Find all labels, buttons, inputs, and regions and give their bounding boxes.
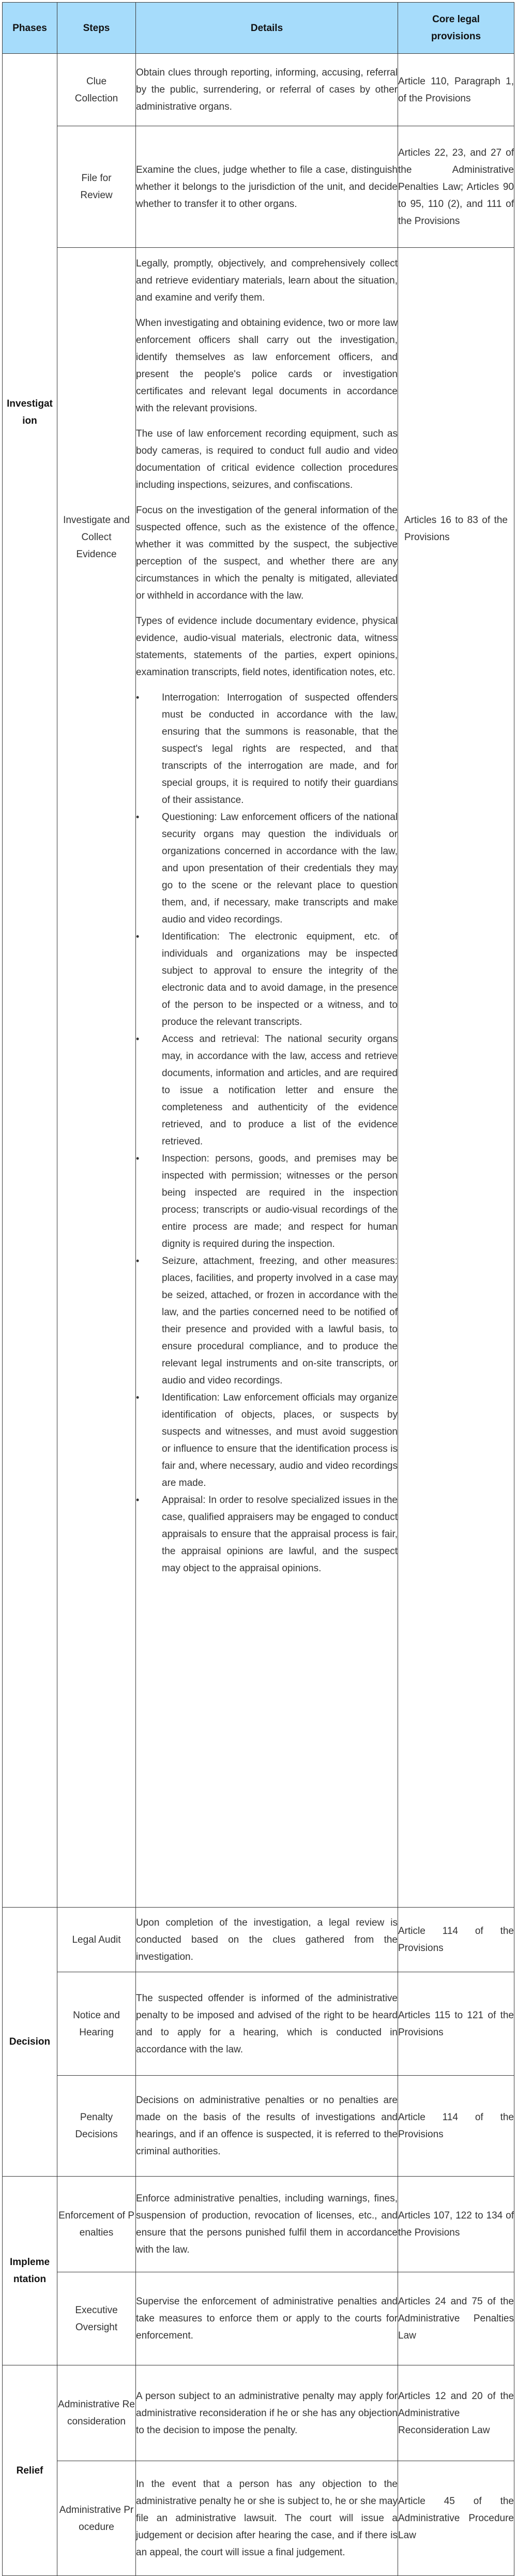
list-item-text: Identification: The electronic equipment, etc. of individuals and organizations may be inspected subject to approval to ensure the integrity of the electronic data and to avoid damage, in the presence of the person to be inspected or a witness, and to produce the relevant transcripts.	[162, 931, 398, 1028]
phase-cell-relief	[3, 2365, 57, 2576]
core-provisions-text: Article 114 of the Provisions	[398, 1926, 514, 1954]
details-text: Decisions on administrative penalties or no penalties are made on the basis of the results of investigations and hearings, and if an offence is suspected, it is referred to the criminal authorities.	[136, 2095, 398, 2157]
header-phases: Phases	[3, 3, 57, 54]
list-item-text: Interrogation: Interrogation of suspected offenders must be conducted in accordance with the law, ensuring that the summons is reasonable, that the suspect's legal rights are respected, and that transcripts of the interrogation are made, and for special groups, it is required to notify their guardians of their assistance.	[162, 692, 398, 806]
core-provisions-text: Article 114 of the Provisions	[398, 2112, 514, 2140]
core-provisions-cell	[398, 54, 514, 126]
step-label: Penalty Decisions	[75, 2112, 118, 2140]
details-paragraph: When investigating and obtaining evidence, two or more law enforcement officers shall carry out the investigation, identify themselves as law enforcement officers, and present the people's police cards or investigation certificates and relevant legal documents in accordance with the relevant provisions.	[136, 318, 398, 414]
step-cell	[57, 2177, 136, 2272]
table-row	[3, 248, 514, 1908]
bullet-icon: •	[136, 812, 140, 822]
core-provisions-text: Articles 107, 122 to 134 of the Provisions	[398, 2210, 514, 2238]
table-row	[3, 2272, 514, 2365]
details-cell	[136, 2272, 398, 2365]
details-paragraph: The use of law enforcement recording equipment, such as body cameras, is required to conduct full audio and video documentation of critical evidence collection procedures including inspections, seizures, and confiscations.	[136, 428, 398, 490]
bullet-icon: •	[136, 1495, 140, 1505]
core-provisions-cell	[398, 1908, 514, 1972]
bullet-icon: •	[136, 931, 140, 942]
step-cell	[57, 2365, 136, 2461]
procedure-table	[2, 2, 514, 2576]
core-provisions-cell	[398, 2177, 514, 2272]
phase-cell-investigation	[3, 54, 57, 1908]
table-row	[3, 2076, 514, 2177]
details-cell	[136, 2177, 398, 2272]
table-row	[3, 54, 514, 126]
evidence-methods-list	[136, 689, 398, 1577]
header-core-legal-provisions	[398, 3, 514, 54]
core-provisions-text: Articles 24 and 75 of the Administrative Penalties Law	[398, 2296, 514, 2341]
list-item-text: Seizure, attachment, freezing, and other measures: places, facilities, and property involved in a case may be seized, attached, or frozen in accordance with the law, and the parties concerned need to be notified of their presence and provided with a lawful basis, to ensure procedural compliance, and to produce the relevant legal instruments and on-site transcripts, or audio and video recordings.	[162, 1256, 398, 1386]
step-label: Investigate and Collect Evidence	[63, 515, 130, 560]
bullet-icon: •	[136, 1153, 140, 1164]
list-item-text: Appraisal: In order to resolve specialized issues in the case, qualified appraisers may be engaged to conduct appraisals to ensure that the appraisal process is fair, the appraisal opinions are lawful, and the suspect may object to the appraisal opinions.	[162, 1495, 398, 1574]
core-provisions-cell	[398, 248, 514, 1908]
core-provisions-text: Articles 22, 23, and 27 of the Administrative Penalties Law; Articles 90 to 95, 110 (2), and 111 of the Provisions	[398, 147, 514, 227]
step-label: Notice and Hearing	[73, 2009, 120, 2038]
core-provisions-text: Article 45 of the Administrative Procedure Law	[398, 2496, 514, 2541]
step-cell	[57, 1972, 136, 2076]
core-provisions-text: Article 110, Paragraph 1, of the Provisions	[398, 76, 514, 104]
details-paragraph: Focus on the investigation of the general information of the suspected offence, such as the existence of the offence, whether it was committed by the suspect, the subjective perception of the suspect, and whether there are any circumstances in which the penalty is mitigated, alleviated or withheld in accordance with the law.	[136, 505, 398, 601]
step-label: Legal Audit	[72, 1934, 121, 1945]
details-cell	[136, 2076, 398, 2177]
list-item	[136, 689, 398, 809]
list-item	[136, 1389, 398, 1492]
header-steps: Steps	[57, 3, 136, 54]
table-row	[3, 2177, 514, 2272]
phase-cell-decision	[3, 1908, 57, 2177]
list-item-text: Inspection: persons, goods, and premises may be inspected with permission; witnesses or the person being inspected are required in the inspection process; transcripts or audio-visual recordings of the entire process are made; and respect for human dignity is required during the inspection.	[162, 1153, 398, 1249]
step-label: Executive Oversight	[75, 2304, 118, 2333]
step-cell	[57, 2461, 136, 2576]
details-cell	[136, 1972, 398, 2076]
core-provisions-text: Articles 12 and 20 of the Administrative Reconsideration Law	[398, 2390, 514, 2436]
phase-label: Investigation	[7, 398, 53, 426]
header-core-text: Core legal provisions	[431, 14, 481, 42]
list-item	[136, 1031, 398, 1150]
step-label: Administrative Procedure	[59, 2504, 134, 2533]
core-provisions-cell	[398, 126, 514, 248]
list-item	[136, 809, 398, 928]
step-cell	[57, 248, 136, 1908]
step-cell	[57, 126, 136, 248]
details-cell	[136, 248, 398, 1908]
details-text: Supervise the enforcement of administrative penalties and take measures to enforce them or apply to the courts for enforcement.	[136, 2296, 398, 2341]
details-text: Enforce administrative penalties, including warnings, fines, suspension of production, revocation of licenses, etc., and ensure that the persons punished fulfil them in accordance with the law.	[136, 2193, 398, 2255]
details-cell	[136, 2365, 398, 2461]
details-cell	[136, 2461, 398, 2576]
step-cell	[57, 54, 136, 126]
core-provisions-cell	[398, 2365, 514, 2461]
details-text: A person subject to an administrative penalty may apply for administrative reconsideration if he or she has any objection to the decision to impose the penalty.	[136, 2390, 398, 2436]
bullet-icon: •	[136, 1034, 140, 1044]
list-item-text: Identification: Law enforcement officials may organize identification of objects, places, or suspects by suspects and witnesses, and must avoid suggestion or influence to ensure that the identification process is fair and, where necessary, audio and video recordings are made.	[162, 1392, 398, 1488]
phase-label: Implementation	[9, 2257, 50, 2285]
header-row	[3, 3, 514, 54]
step-cell	[57, 1908, 136, 1972]
details-cell	[136, 126, 398, 248]
details-cell	[136, 54, 398, 126]
bullet-icon: •	[136, 1256, 140, 1266]
details-text: Examine the clues, judge whether to file a case, distinguish whether it belongs to the jurisdiction of the unit, and decide whether to transfer it to other organs.	[136, 164, 398, 210]
details-cell	[136, 1908, 398, 1972]
details-text: The suspected offender is informed of the administrative penalty to be imposed and advised of the right to be heard and to apply for a hearing, which is conducted in accordance with the law.	[136, 1992, 398, 2055]
core-provisions-text: Articles 115 to 121 of the Provisions	[398, 2009, 514, 2038]
core-provisions-cell	[398, 2076, 514, 2177]
details-paragraph: Types of evidence include documentary evidence, physical evidence, audio-visual materials, electronic data, witness statements, statements of the parties, expert opinions, examination transcripts, field notes, identification notes, etc.	[136, 616, 398, 678]
bullet-icon: •	[136, 1392, 140, 1403]
details-paragraph: Legally, promptly, objectively, and comprehensively collect and retrieve evidentiary materials, learn about the situation, and examine and verify them.	[136, 258, 398, 303]
phase-cell-implementation	[3, 2177, 57, 2365]
list-item	[136, 928, 398, 1031]
step-label: Clue Collection	[74, 76, 118, 104]
table-row	[3, 1972, 514, 2076]
phase-label: Relief	[16, 2465, 43, 2476]
header-details: Details	[136, 3, 398, 54]
step-label: Administrative Reconsideration	[58, 2399, 135, 2427]
step-cell	[57, 2076, 136, 2177]
details-text: Obtain clues through reporting, informing, accusing, referral by the public, surrendering, or referral of cases by other administrative organs.	[136, 67, 398, 112]
details-text: In the event that a person has any objection to the administrative penalty he or she is subject to, he or she may file an administrative lawsuit. The court will issue a judgement or decision after hearing the case, and if there is an appeal, the court will issue a final judgement.	[136, 2479, 398, 2558]
table-row	[3, 1908, 514, 1972]
details-text: Upon completion of the investigation, a legal review is conducted based on the clues gathered from the investigation.	[136, 1917, 398, 1962]
bullet-icon: •	[136, 692, 140, 703]
list-item-text: Questioning: Law enforcement officers of the national security organs may question the individuals or organizations concerned in accordance with the law, and upon presentation of their credentials they may go to the scene or the relevant place to question them, and, if necessary, make transcripts and make audio and video recordings.	[162, 812, 398, 925]
step-cell	[57, 2272, 136, 2365]
core-provisions-cell	[398, 1972, 514, 2076]
list-item	[136, 1253, 398, 1389]
table-row	[3, 126, 514, 248]
table-row	[3, 2461, 514, 2576]
list-item	[136, 1492, 398, 1577]
phase-label: Decision	[9, 2036, 51, 2047]
core-provisions-cell	[398, 2461, 514, 2576]
list-item-text: Access and retrieval: The national security organs may, in accordance with the law, access and retrieve documents, information and articles, and are required to issue a notification letter and ensure the completeness and authenticity of the evidence retrieved, and to produce a list of the evidence retrieved.	[162, 1034, 398, 1147]
core-provisions-cell	[398, 2272, 514, 2365]
core-provisions-text: Articles 16 to 83 of the Provisions	[404, 515, 508, 543]
list-item	[136, 1150, 398, 1253]
step-label: File for Review	[80, 173, 113, 201]
table-row	[3, 2365, 514, 2461]
step-label: Enforcement of Penalties	[58, 2210, 134, 2238]
